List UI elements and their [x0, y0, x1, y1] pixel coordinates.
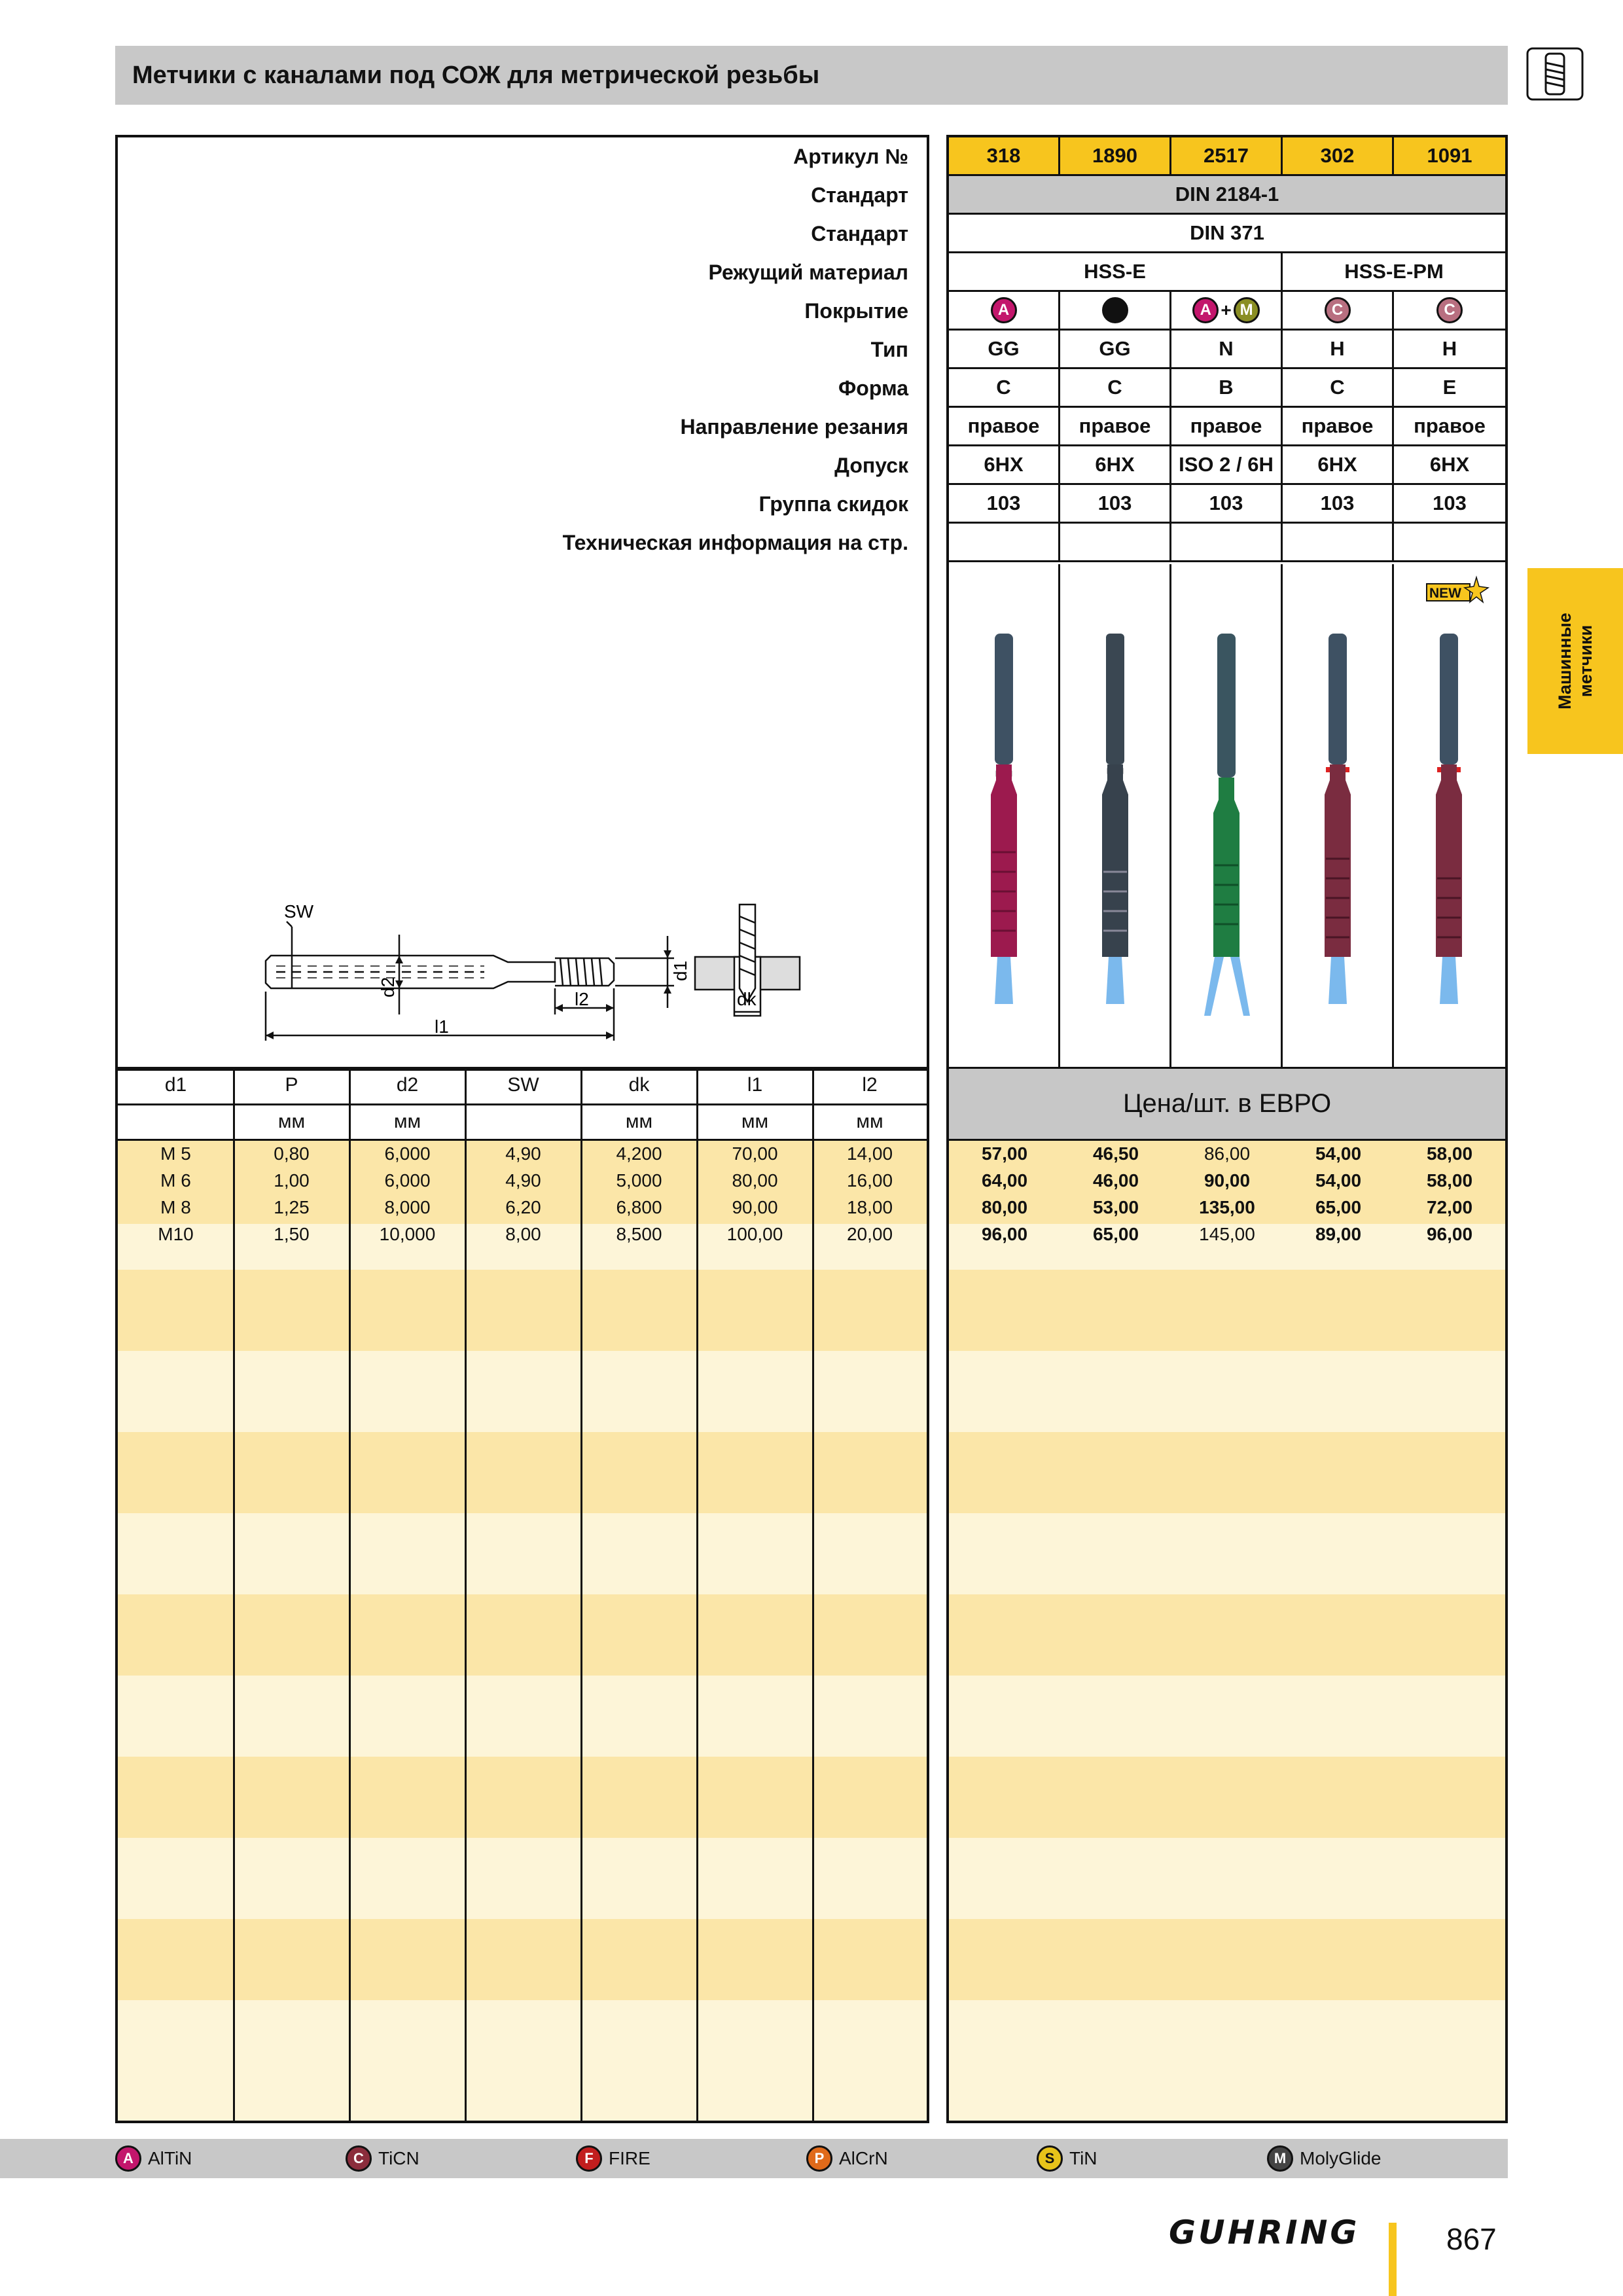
row-band [118, 1838, 927, 1919]
unit-l1: мм [741, 1111, 769, 1132]
cell-d1: M10 [158, 1224, 194, 1244]
altin-coating-icon: A [1192, 297, 1219, 323]
legend-item [576, 2139, 651, 2178]
direction-row [949, 408, 1505, 446]
ticn-coating-icon: C [1436, 297, 1463, 323]
coating-cell-1 [949, 292, 1060, 329]
section-tab-label [1527, 568, 1623, 754]
row-band [118, 1270, 927, 1351]
brand-logo: GUHRING [1169, 2214, 1360, 2251]
form-cell: E [1442, 376, 1457, 399]
grid-line [465, 1067, 467, 2121]
cell-d2: 6,000 [384, 1143, 431, 1164]
article-2517: 2517 [1171, 137, 1283, 174]
unit-p: мм [277, 1111, 306, 1132]
row-band [949, 1513, 1505, 1594]
legend-label: FIRE [609, 2148, 651, 2168]
price-cell: 65,00 [1315, 1197, 1362, 1217]
discount-cell: 103 [949, 485, 1060, 522]
row-band [949, 2000, 1505, 2121]
coating-cell-3 [1171, 292, 1283, 329]
header-p: P [285, 1074, 298, 1096]
article-302: 302 [1283, 137, 1394, 174]
ticn-icon: C [346, 2145, 372, 2172]
cell-sw: 8,00 [505, 1224, 541, 1244]
page-title: Метчики с каналами под СОЖ для метрической резьбы [132, 61, 820, 89]
grid-line [118, 1139, 927, 1141]
article-row [949, 137, 1505, 176]
cell-l2: 20,00 [846, 1224, 893, 1244]
material-hss-e-pm: HSS-E-PM [1344, 260, 1444, 283]
cell-dk: 5,000 [616, 1170, 662, 1191]
price-cell: 80,00 [981, 1197, 1028, 1217]
section-tab-line-2: метчики [1576, 624, 1596, 698]
price-cell: 86,00 [1204, 1143, 1251, 1164]
header-d1: d1 [164, 1074, 187, 1096]
cell-dk: 6,800 [616, 1197, 662, 1217]
type-cell: N [1171, 331, 1283, 367]
row-band [118, 1919, 927, 2000]
diagram-label-l2: l2 [575, 989, 589, 1009]
cell-l1: 80,00 [732, 1170, 778, 1191]
tolerance-cell: 6HX [1283, 446, 1394, 483]
unit-dk: мм [625, 1111, 653, 1132]
alcrn-icon: P [806, 2145, 832, 2172]
header-d2: d2 [396, 1074, 419, 1096]
label-article: Артикул № [793, 145, 908, 168]
price-cell: 46,50 [1092, 1143, 1139, 1164]
section-tab-line-1: Машинные [1555, 613, 1575, 709]
footer-accent-bar [1389, 2223, 1397, 2296]
legend-label: TiN [1069, 2148, 1097, 2168]
row-band [118, 1513, 927, 1594]
row-band [949, 1270, 1505, 1351]
row-band [949, 1676, 1505, 1757]
price-cell: 65,00 [1092, 1224, 1139, 1244]
row-band [118, 1351, 927, 1432]
price-cell: 46,00 [1092, 1170, 1139, 1191]
grid-line [812, 1067, 814, 2121]
price-cell: 96,00 [1426, 1224, 1473, 1244]
unit-d1 [118, 1103, 234, 1140]
discount-cell: 103 [1171, 485, 1283, 522]
coating-cell-2 [1060, 292, 1171, 329]
tolerance-row [949, 446, 1505, 485]
new-badge: NEW [1429, 586, 1461, 601]
diagram-label-d2: d2 [378, 977, 398, 997]
tool-image-302 [1283, 564, 1394, 1068]
cell-d2: 6,000 [384, 1170, 431, 1191]
grid-line [949, 1067, 1505, 1069]
row-band [118, 2000, 927, 2121]
direction-cell: правое [1060, 408, 1171, 444]
cell-p: 1,25 [274, 1197, 310, 1217]
tool-image-318 [949, 564, 1060, 1068]
legend-label: MolyGlide [1300, 2148, 1382, 2168]
tech-info-cell [949, 524, 1060, 560]
type-cell: H [1442, 337, 1457, 361]
price-cell: 58,00 [1426, 1143, 1473, 1164]
price-header: Цена/шт. в ЕВРО [949, 1067, 1505, 1140]
cell-l1: 90,00 [732, 1197, 778, 1217]
product-spec-panel [946, 135, 1508, 1071]
diagram-label-dk: dk [737, 989, 757, 1009]
label-type: Тип [870, 338, 908, 361]
article-1091: 1091 [1394, 137, 1505, 174]
standard-din-371: DIN 371 [1190, 221, 1264, 245]
cell-l1: 70,00 [732, 1143, 778, 1164]
price-cell: 58,00 [1426, 1170, 1473, 1191]
coating-cell-5 [1394, 292, 1505, 329]
price-cell: 135,00 [1199, 1197, 1255, 1217]
standard-row-1 [949, 176, 1505, 215]
tech-info-cell [1171, 524, 1283, 560]
grid-line [233, 1067, 235, 2121]
material-row [949, 253, 1505, 292]
diagram-label-d1: d1 [670, 960, 690, 981]
tech-info-cell [1394, 524, 1505, 560]
tool-image-1890 [1060, 564, 1171, 1068]
grid-line [118, 1103, 927, 1105]
cell-l1: 100,00 [726, 1224, 783, 1244]
altin-coating-icon: A [991, 297, 1017, 323]
tolerance-cell: 6HX [949, 446, 1060, 483]
unit-d2: мм [393, 1111, 421, 1132]
page-title-bar [115, 46, 1508, 105]
cell-p: 0,80 [274, 1143, 310, 1164]
discount-cell: 103 [1060, 485, 1171, 522]
price-cell: 64,00 [981, 1170, 1028, 1191]
standard-row-2 [949, 215, 1505, 253]
header-dk: dk [628, 1074, 650, 1096]
price-cell: 89,00 [1315, 1224, 1362, 1244]
legend-item [806, 2139, 888, 2178]
cell-sw: 6,20 [505, 1197, 541, 1217]
label-material: Режущий материал [708, 260, 908, 284]
tool-image-row [949, 564, 1505, 1068]
label-direction: Направление резания [680, 415, 908, 439]
label-standard-1: Стандарт [811, 183, 908, 207]
tech-info-cell [1060, 524, 1171, 560]
diagram-label-l1: l1 [435, 1016, 449, 1037]
standard-din-2184: DIN 2184-1 [1175, 183, 1279, 206]
tool-image-2517 [1171, 564, 1283, 1068]
legend-item [346, 2139, 419, 2178]
cell-p: 1,00 [274, 1170, 310, 1191]
tolerance-cell: ISO 2 / 6H [1171, 446, 1283, 483]
form-cell: C [1060, 369, 1171, 406]
type-row [949, 331, 1505, 369]
cell-d2: 10,000 [379, 1224, 436, 1244]
grid-line [118, 1067, 927, 1069]
tolerance-cell: 6HX [1429, 453, 1470, 476]
direction-cell: правое [949, 408, 1060, 444]
price-cell: 72,00 [1426, 1197, 1473, 1217]
tap-dimension-drawing [118, 137, 927, 1068]
label-tech-info: Техническая информация на стр. [562, 531, 908, 554]
price-cell: 57,00 [981, 1143, 1028, 1164]
cell-sw: 4,90 [505, 1143, 541, 1164]
form-row [949, 369, 1505, 408]
article-1890: 1890 [1060, 137, 1171, 174]
form-cell: B [1171, 369, 1283, 406]
coating-legend [0, 2139, 1508, 2178]
grid-line [696, 1067, 698, 2121]
unit-l2: мм [856, 1111, 883, 1132]
direction-cell: правое [1171, 408, 1283, 444]
legend-label: TiCN [378, 2148, 419, 2168]
row-band [118, 1594, 927, 1676]
label-tolerance: Допуск [834, 454, 908, 477]
form-cell: C [1283, 369, 1394, 406]
header-sw: SW [507, 1074, 539, 1096]
dimensions-table [115, 1067, 929, 2123]
type-cell: GG [1060, 331, 1171, 367]
diagram-label-sw: SW [284, 901, 314, 922]
row-band [118, 1676, 927, 1757]
fire-icon: F [576, 2145, 602, 2172]
legend-label: AlTiN [148, 2148, 192, 2168]
row-band [949, 1757, 1505, 1838]
label-standard-2: Стандарт [811, 222, 908, 245]
tap-category-icon [1526, 47, 1584, 101]
price-cell: 53,00 [1092, 1197, 1139, 1217]
cell-l2: 18,00 [846, 1197, 893, 1217]
price-cell: 54,00 [1315, 1170, 1362, 1191]
discount-cell: 103 [1283, 485, 1394, 522]
grid-line [580, 1067, 582, 2121]
row-band [118, 1432, 927, 1513]
cell-dk: 4,200 [616, 1143, 662, 1164]
header-l1: l1 [747, 1074, 763, 1096]
price-table [946, 1067, 1508, 2123]
tech-info-cell [1283, 524, 1394, 560]
ticn-coating-icon: C [1325, 297, 1351, 323]
legend-label: AlCrN [839, 2148, 888, 2168]
row-band [949, 1351, 1505, 1432]
coating-row [949, 292, 1505, 331]
cell-d1: M 6 [160, 1170, 191, 1191]
cell-p: 1,50 [274, 1224, 310, 1244]
price-cell: 145,00 [1199, 1224, 1255, 1244]
row-band [118, 1757, 927, 1838]
cell-l2: 14,00 [846, 1143, 893, 1164]
cell-dk: 8,500 [616, 1224, 662, 1244]
discount-cell: 103 [1433, 492, 1467, 515]
coating-cell-4 [1283, 292, 1394, 329]
price-cell: 54,00 [1315, 1143, 1362, 1164]
cell-d1: M 8 [160, 1197, 191, 1217]
row-band [949, 1838, 1505, 1919]
tolerance-cell: 6HX [1060, 446, 1171, 483]
header-l2: l2 [862, 1074, 878, 1096]
black-coating-icon [1102, 297, 1128, 323]
label-discount-group: Группа скидок [758, 492, 908, 516]
label-form: Форма [838, 376, 908, 400]
tech-info-row [949, 524, 1505, 562]
unit-sw [465, 1103, 581, 1140]
type-cell: H [1283, 331, 1394, 367]
row-band [949, 1432, 1505, 1513]
plus-sign: + [1221, 300, 1232, 321]
tin-icon: S [1037, 2145, 1063, 2172]
molyglide-icon: M [1267, 2145, 1293, 2172]
label-coating: Покрытие [804, 299, 908, 323]
discount-group-row [949, 485, 1505, 524]
altin-icon: A [115, 2145, 141, 2172]
article-318: 318 [949, 137, 1060, 174]
molyglide-coating-icon: M [1234, 297, 1260, 323]
cell-l2: 16,00 [846, 1170, 893, 1191]
legend-item [1037, 2139, 1097, 2178]
spec-label-panel [115, 135, 929, 1071]
price-cell: 90,00 [1204, 1170, 1251, 1191]
grid-line [349, 1067, 351, 2121]
cell-sw: 4,90 [505, 1170, 541, 1191]
cell-d1: M 5 [160, 1143, 191, 1164]
cell-d2: 8,000 [384, 1197, 431, 1217]
section-tab[interactable] [1527, 568, 1623, 754]
price-cell: 96,00 [981, 1224, 1028, 1244]
type-cell: GG [949, 331, 1060, 367]
row-band [949, 1594, 1505, 1676]
direction-cell: правое [1414, 414, 1486, 438]
direction-cell: правое [1283, 408, 1394, 444]
legend-item [1267, 2139, 1381, 2178]
material-hss-e: HSS-E [949, 253, 1283, 290]
row-band [949, 1919, 1505, 2000]
page-number: 867 [1446, 2222, 1497, 2256]
form-cell: C [949, 369, 1060, 406]
legend-item [115, 2139, 192, 2178]
tool-image-1091 [1394, 564, 1505, 1068]
